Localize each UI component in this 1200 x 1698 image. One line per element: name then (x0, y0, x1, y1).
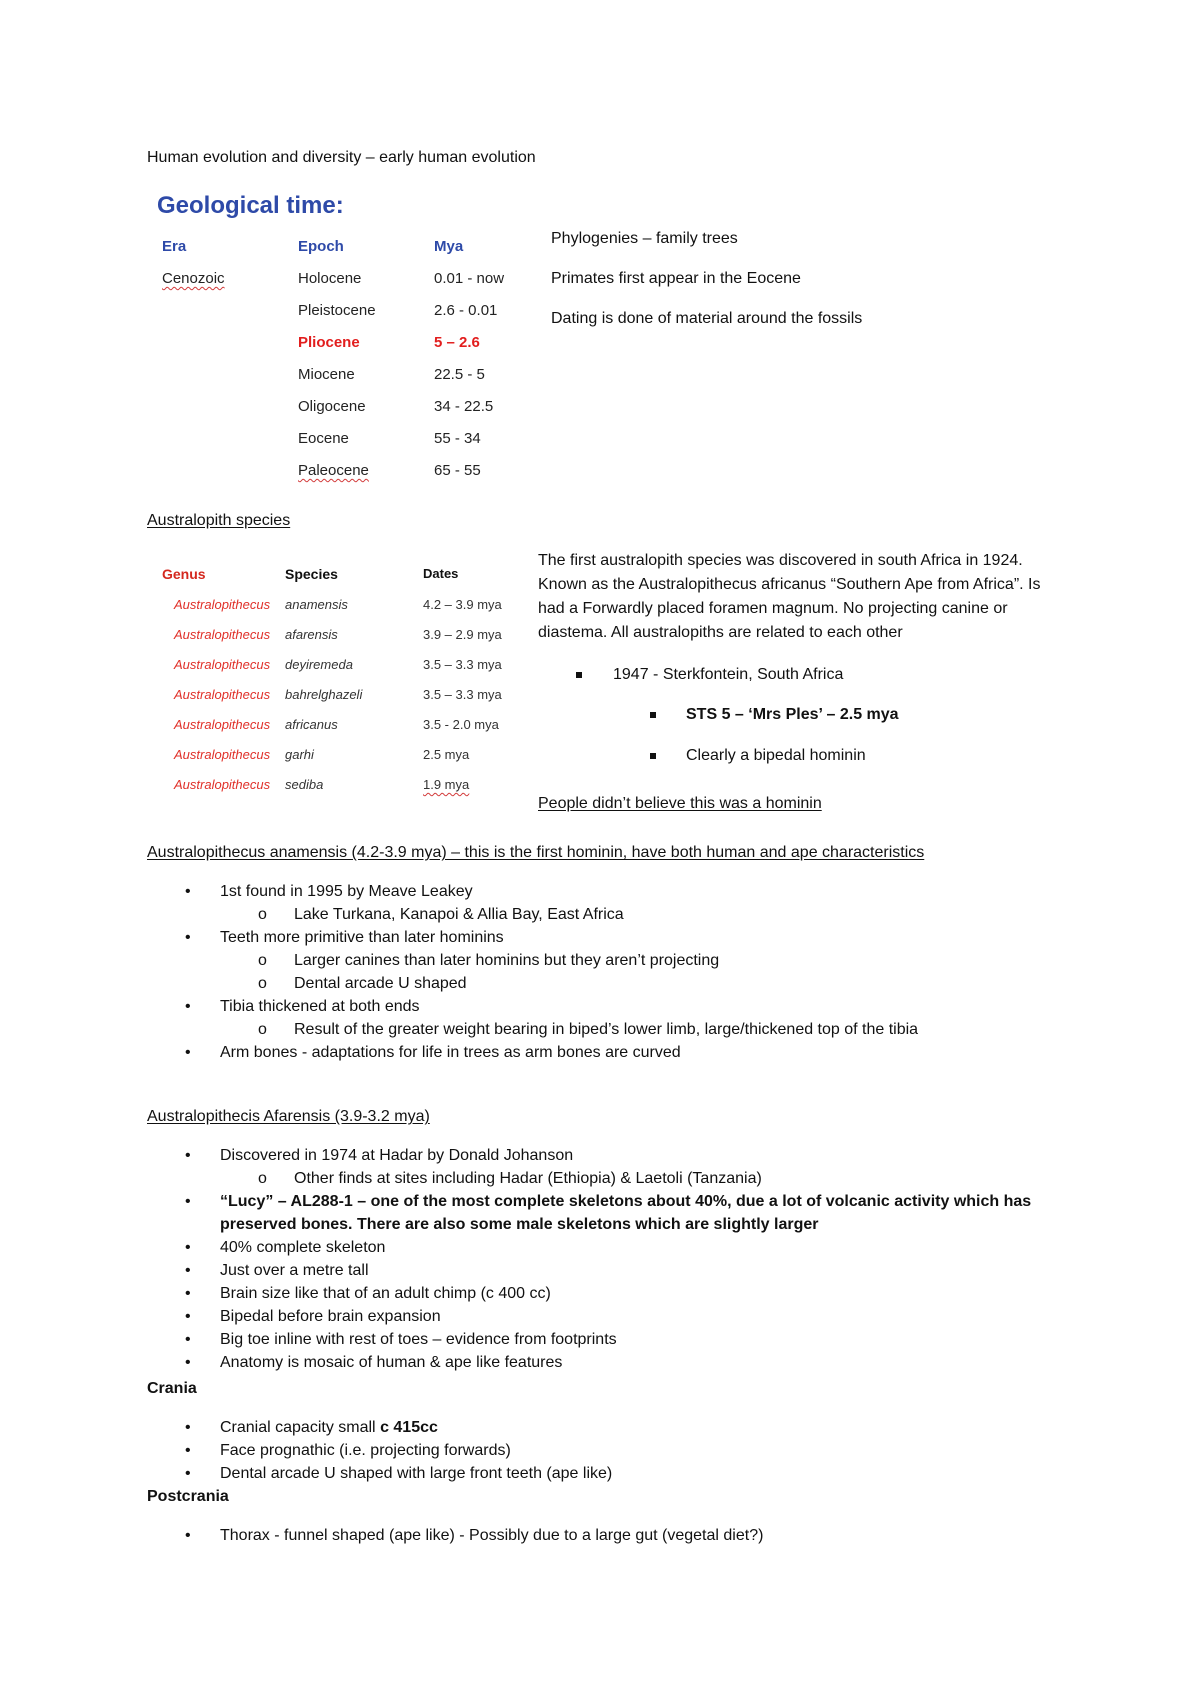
geo-epoch-cell: Pleistocene (298, 302, 376, 319)
circle-o-icon: o (258, 975, 267, 992)
list-subitem-text: Other finds at sites including Hadar (Ethiopia) & Laetoli (Tanzania) (294, 1170, 762, 1187)
square-bullet-icon (650, 753, 656, 759)
list-subitem (258, 904, 918, 927)
geo-mya-cell: 0.01 - now (434, 270, 505, 287)
disbelief-note: People didn’t believe this was a hominin (538, 795, 822, 812)
square-bullet-icon (576, 672, 582, 678)
afarensis-list (185, 1145, 1031, 1375)
list-item-text: Bipedal before brain expansion (220, 1308, 441, 1325)
geo-epoch-cell: Miocene (298, 366, 355, 383)
list-item (185, 881, 918, 904)
geo-mya-cell: 34 - 22.5 (434, 398, 494, 415)
aus-dates-cell: 3.5 - 2.0 mya (423, 717, 499, 732)
bullet-dot-icon: • (185, 1419, 191, 1436)
aus-genus-cell: Australopithecus (174, 657, 271, 672)
list-subitem-text: Dental arcade U shaped (294, 975, 467, 992)
bullet-dot-icon: • (185, 1331, 191, 1348)
aus-genus-cell: Australopithecus (174, 627, 271, 642)
geo-epoch-cell: Eocene (298, 430, 349, 447)
geo-mya-cell: 65 - 55 (434, 462, 481, 479)
geo-mya-cell: 2.6 - 0.01 (434, 302, 498, 319)
circle-o-icon: o (258, 952, 267, 969)
geo-epoch-cell: Holocene (298, 270, 362, 287)
bullet-dot-icon: • (185, 1354, 191, 1371)
side-note: Primates first appear in the Eocene (551, 270, 801, 287)
list-subitem (258, 950, 918, 973)
list-item-text: Thorax - funnel shaped (ape like) - Possibly due to a large gut (vegetal diet?) (220, 1527, 764, 1544)
crania-heading: Crania (147, 1380, 197, 1397)
list-subitem (258, 1168, 1031, 1191)
bullet-dot-icon: • (185, 1465, 191, 1482)
aus-col-dates: Dates (423, 566, 459, 581)
list-item (185, 1191, 1031, 1214)
bullet-dot-icon: • (185, 1527, 191, 1544)
bullet-dot-icon: • (185, 1442, 191, 1459)
aus-species-cell: anamensis (285, 597, 348, 612)
list-item (185, 1329, 1031, 1352)
find-sub-item (650, 704, 899, 726)
list-item-text: Dental arcade U shaped with large front teeth (ape like) (220, 1465, 613, 1482)
geo-col-mya: Mya (434, 238, 464, 255)
anamensis-heading: Australopithecus anamensis (4.2-3.9 mya) – this is the first hominin, have both human and ape characteristics (147, 844, 925, 861)
list-subitem-text: Result of the greater weight bearing in biped’s lower limb, large/thickened top of the tibia (294, 1021, 919, 1038)
list-item-text: Brain size like that of an adult chimp (c 400 cc) (220, 1285, 551, 1302)
aus-dates-cell: 3.5 – 3.3 mya (423, 657, 502, 672)
aus-dates-cell: 3.9 – 2.9 mya (423, 627, 502, 642)
bullet-dot-icon: • (185, 1262, 191, 1279)
list-item (185, 1306, 1031, 1329)
aus-genus-cell: Australopithecus (174, 717, 271, 732)
circle-o-icon: o (258, 906, 267, 923)
find-sub-text: STS 5 – ‘Mrs Ples’ – 2.5 mya (686, 706, 899, 723)
find-sub-item (650, 745, 866, 767)
geo-col-era: Era (162, 238, 187, 255)
aus-dates-cell: 1.9 mya (423, 777, 470, 792)
aus-dates-cell: 3.5 – 3.3 mya (423, 687, 502, 702)
crania-list (185, 1417, 612, 1486)
geo-mya-cell-highlight: 5 – 2.6 (434, 334, 480, 351)
list-item (185, 1145, 1031, 1168)
aus-col-genus: Genus (162, 566, 206, 582)
bullet-dot-icon: • (185, 929, 191, 946)
aus-genus-cell: Australopithecus (174, 687, 271, 702)
list-item-text: Discovered in 1974 at Hadar by Donald Johanson (220, 1147, 574, 1164)
afarensis-heading: Australopithecis Afarensis (3.9-3.2 mya) (147, 1108, 430, 1125)
geo-era-cell: Cenozoic (162, 270, 225, 287)
geo-epoch-cell-highlight: Pliocene (298, 334, 360, 351)
bullet-dot-icon: • (185, 883, 191, 900)
side-note: Dating is done of material around the fossils (551, 310, 863, 327)
page-title: Human evolution and diversity – early human evolution (147, 149, 536, 166)
list-item-continuation: preserved bones. There are also some male skeletons which are slightly larger (220, 1216, 819, 1233)
list-item (185, 1352, 1031, 1375)
find-sub-text: Clearly a bipedal hominin (686, 747, 866, 764)
bullet-dot-icon: • (185, 1308, 191, 1325)
aus-species-cell: deyiremeda (285, 657, 353, 672)
list-item-text: Teeth more primitive than later hominins (220, 929, 504, 946)
list-item-text: 40% complete skeleton (220, 1239, 386, 1256)
list-item (185, 1440, 612, 1463)
list-item-text: Cranial capacity small (220, 1419, 381, 1436)
list-item (185, 1463, 612, 1486)
circle-o-icon: o (258, 1021, 267, 1038)
list-item (185, 1042, 918, 1065)
geo-mya-cell: 55 - 34 (434, 430, 481, 447)
list-subitem-text: Lake Turkana, Kanapoi & Allia Bay, East Africa (294, 906, 624, 923)
list-item-text: Anatomy is mosaic of human & ape like features (220, 1354, 563, 1371)
aus-genus-cell: Australopithecus (174, 747, 271, 762)
side-note: Phylogenies – family trees (551, 230, 738, 247)
bullet-dot-icon: • (185, 1193, 191, 1210)
geo-mya-cell: 22.5 - 5 (434, 366, 485, 383)
postcrania-list (185, 1525, 763, 1548)
list-item-text: Face prognathic (i.e. projecting forwards) (220, 1442, 511, 1459)
aus-species-cell: bahrelghazeli (285, 687, 363, 702)
list-item-text: 1st found in 1995 by Meave Leakey (220, 883, 473, 900)
find-text: 1947 - Sterkfontein, South Africa (613, 666, 844, 683)
list-item (185, 1417, 612, 1440)
anamensis-list (185, 881, 918, 1065)
list-subitem (258, 973, 918, 996)
circle-o-icon: o (258, 1170, 267, 1187)
list-item (185, 1237, 1031, 1260)
postcrania-heading: Postcrania (147, 1488, 229, 1505)
geo-heading: Geological time: (157, 192, 344, 219)
list-item-text-bold: c 415cc (380, 1419, 438, 1436)
bullet-dot-icon: • (185, 1285, 191, 1302)
aus-genus-cell: Australopithecus (174, 777, 271, 792)
aus-heading: Australopith species (147, 512, 291, 529)
geo-epoch-cell: Oligocene (298, 398, 366, 415)
geo-col-epoch: Epoch (298, 238, 344, 255)
aus-species-cell: afarensis (285, 627, 338, 642)
aus-col-species: Species (285, 566, 338, 582)
list-item (185, 1283, 1031, 1306)
square-bullet-icon (650, 712, 656, 718)
find-item (576, 664, 843, 686)
bullet-dot-icon: • (185, 1147, 191, 1164)
list-item (185, 1525, 763, 1548)
list-item-text: Just over a metre tall (220, 1262, 369, 1279)
aus-paragraph: The first australopith species was discovered in south Africa in 1924. Known as the Australopithecus africanus “Southern Ape from Africa”. Is had a Forwardly placed foramen magnum. No projecting canine or diastema. All australopiths are related to each other (538, 552, 1041, 641)
aus-genus-cell: Australopithecus (174, 597, 271, 612)
aus-dates-cell: 4.2 – 3.9 mya (423, 597, 502, 612)
list-item-text: Big toe inline with rest of toes – evidence from footprints (220, 1331, 617, 1348)
aus-species-cell: garhi (285, 747, 314, 762)
list-item-text: Arm bones - adaptations for life in trees as arm bones are curved (220, 1044, 681, 1061)
aus-species-cell: africanus (285, 717, 338, 732)
list-item-text: Tibia thickened at both ends (220, 998, 420, 1015)
aus-dates-cell: 2.5 mya (423, 747, 470, 762)
bullet-dot-icon: • (185, 1044, 191, 1061)
bullet-dot-icon: • (185, 1239, 191, 1256)
aus-species-cell: sediba (285, 777, 324, 792)
list-item (185, 927, 918, 950)
list-item (185, 1260, 1031, 1283)
list-item (185, 996, 918, 1019)
bullet-dot-icon: • (185, 998, 191, 1015)
list-subitem (258, 1019, 918, 1042)
list-subitem-text: Larger canines than later hominins but they aren’t projecting (294, 952, 720, 969)
list-item-text: “Lucy” – AL288-1 – one of the most complete skeletons about 40%, due a lot of volcanic activity which has (220, 1193, 1032, 1210)
geo-epoch-cell: Paleocene (298, 462, 369, 479)
